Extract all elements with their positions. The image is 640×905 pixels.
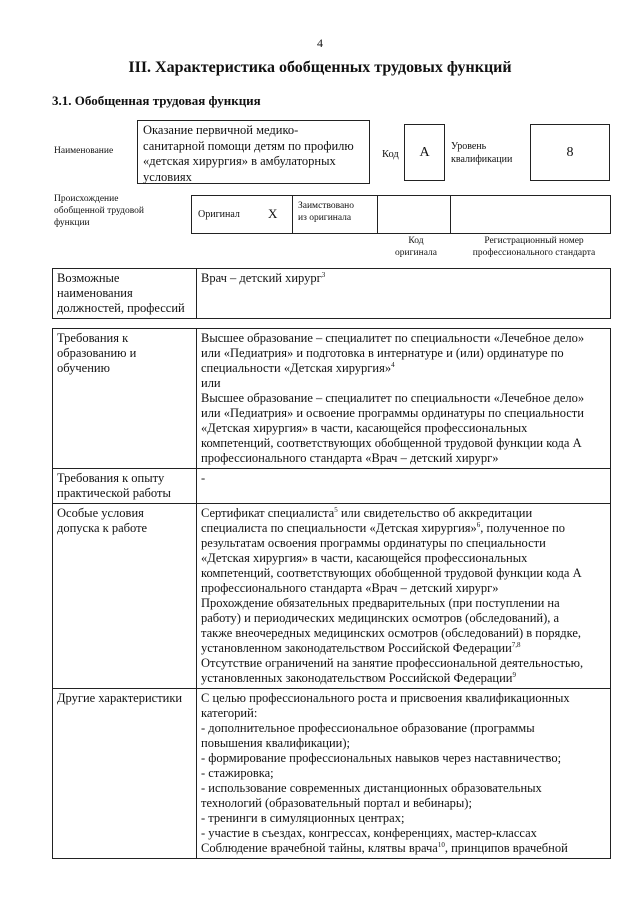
code-box	[404, 124, 445, 181]
level-box	[530, 124, 610, 181]
table-row	[53, 469, 611, 504]
code-label: Код	[382, 149, 399, 160]
requirement-label: Требования к образованию и обучению	[53, 329, 197, 469]
origin-divider-3	[450, 195, 451, 234]
table-row	[53, 504, 611, 689]
origin-divider-2	[377, 195, 378, 234]
reg-number-caption: Регистрационный номер профессионального стандарта	[472, 236, 596, 258]
subsection-title: 3.1. Обобщенная трудовая функция	[52, 93, 261, 108]
code-value: А	[419, 145, 430, 160]
name-box	[137, 120, 370, 184]
code-original-caption: Код оригинала	[395, 236, 437, 258]
requirements-table	[52, 328, 611, 859]
name-value: Оказание первичной медико- санитарной помощи детям по профилю «детская хирургия» в амбулаторных условиях	[143, 123, 354, 184]
borrowed-label: Заимствовано из оригинала	[298, 201, 355, 223]
name-label: Наименование	[54, 146, 114, 156]
section-title: III. Характеристика обобщенных трудовых функций	[128, 59, 512, 76]
requirement-label: Другие характеристики	[53, 689, 197, 859]
original-mark: X	[268, 206, 278, 221]
original-label: Оригинал	[198, 209, 240, 220]
origin-box	[191, 195, 611, 234]
table-row	[53, 329, 611, 469]
requirement-experience-value: -	[197, 469, 611, 504]
level-value: 8	[566, 145, 574, 160]
origin-label: Происхождение обобщенной трудовой функции	[54, 194, 144, 228]
positions-value: Врач – детский хирург$^3$	[197, 269, 611, 319]
requirement-label: Требования к опыту практической работы	[53, 469, 197, 504]
positions-label: Возможные наименования должностей, профессий	[53, 269, 197, 319]
requirement-label: Особые условия допуска к работе	[53, 504, 197, 689]
level-label: Уровень квалификации	[451, 141, 513, 165]
requirement-other-value: С целью профессионального роста и присвоения квалификационных категорий: - дополнительное профессиональное образование (программы повышения квалификации); - формирование профессиональных навыков через наставничество; - стажировка; - использование современных дистанционных образовательных технологий (образовательный портал и вебинары); - тренинги в симуляционных центрах; - участие в съездах, конгрессах, конференциях, мастер-классах Соблюдение врачебной тайны, клятвы врача$^{10}$, принципов врачебной	[197, 689, 611, 859]
table-row	[53, 689, 611, 859]
origin-divider-1	[292, 195, 293, 234]
positions-table	[52, 268, 611, 319]
requirement-education-value: Высшее образование – специалитет по специальности «Лечебное дело» или «Педиатрия» и подготовка в интернатуре и (или) ординатуре по специальности «Детская хирургия»$^4$ или Высшее образование – специалитет по специальности «Лечебное дело» или «Педиатрия» и освоение программы ординатуры по специальности «Детская хирургия» в части, касающейся профессиональных компетенций, соответствующих обобщенной трудовой функции кода А профессионального стандарта «Врач – детский хирург»	[197, 329, 611, 469]
page-number: 4	[317, 36, 323, 50]
requirement-admission-value: Сертификат специалиста$^5$ или свидетельство об аккредитации специалиста по специальности «Детская хирургия»$^6$, полученное по результатам освоения программы ординатуры по специальности «Детская хирургия» в части, касающейся профессиональных компетенций, соответствующих обобщенной трудовой функции кода А профессионального стандарта «Врач – детский хирург» Прохождение обязательных предварительных (при поступлении на работу) и периодических медицинских осмотров (обследований), а также внеочередных медицинских осмотров (обследований) в порядке, установленном законодательством Российской Федерации$^{7,8}$ Отсутствие ограничений на занятие профессиональной деятельностью, установленных законодательством Российской Федерации$^9$	[197, 504, 611, 689]
